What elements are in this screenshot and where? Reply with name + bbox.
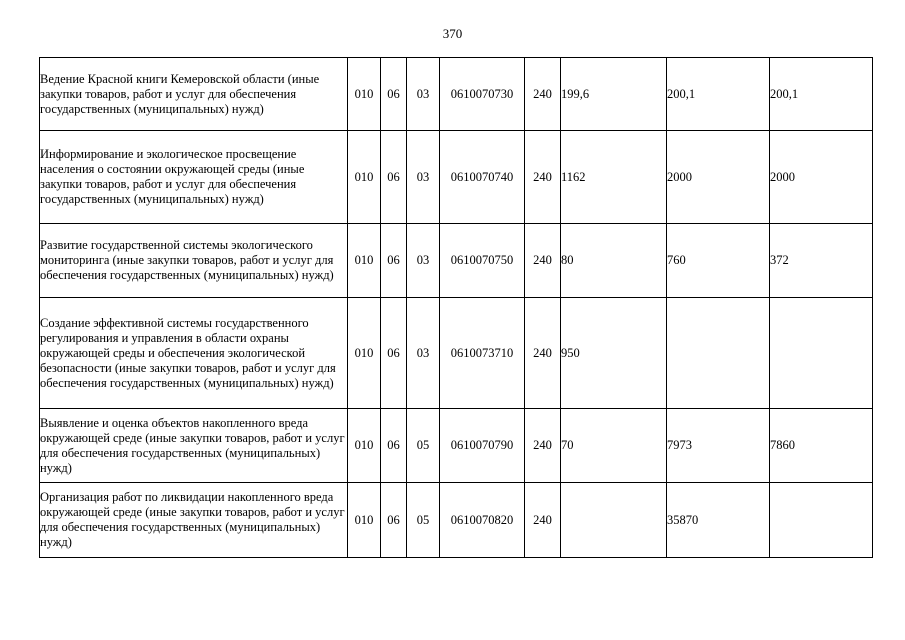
amount-year-3-cell: 200,1 (770, 58, 873, 131)
section-code-cell: 010 (348, 131, 381, 224)
amount-year-2-cell (667, 298, 770, 409)
amount-year-1-cell: 950 (561, 298, 667, 409)
target-article-cell: 0610070820 (440, 483, 525, 558)
amount-year-1-cell (561, 483, 667, 558)
table-row (40, 224, 873, 298)
amount-year-1-cell: 80 (561, 224, 667, 298)
section-code-cell: 010 (348, 298, 381, 409)
table-row (40, 298, 873, 409)
amount-year-1-cell: 70 (561, 409, 667, 483)
subsection-code-cell: 06 (381, 409, 407, 483)
table-row (40, 131, 873, 224)
expense-name-cell: Организация работ по ликвидации накопленного вреда окружающей среде (иные закупки товаров, работ и услуг для обеспечения государственных (муниципальных) нужд) (40, 483, 348, 558)
program-subcode-cell: 05 (407, 409, 440, 483)
amount-year-1-cell: 1162 (561, 131, 667, 224)
amount-year-2-cell: 2000 (667, 131, 770, 224)
amount-year-2-cell: 200,1 (667, 58, 770, 131)
section-code-cell: 010 (348, 483, 381, 558)
subsection-code-cell: 06 (381, 298, 407, 409)
program-subcode-cell: 03 (407, 224, 440, 298)
amount-year-2-cell: 35870 (667, 483, 770, 558)
budget-table (39, 57, 873, 558)
amount-year-3-cell: 7860 (770, 409, 873, 483)
subsection-code-cell: 06 (381, 131, 407, 224)
table-row (40, 483, 873, 558)
subsection-code-cell: 06 (381, 483, 407, 558)
expense-type-cell: 240 (525, 298, 561, 409)
expense-type-cell: 240 (525, 483, 561, 558)
target-article-cell: 0610070730 (440, 58, 525, 131)
expense-type-cell: 240 (525, 131, 561, 224)
program-subcode-cell: 05 (407, 483, 440, 558)
expense-name-cell: Развитие государственной системы экологического мониторинга (иные закупки товаров, работ и услуг для обеспечения государственных (муниципальных) нужд) (40, 224, 348, 298)
program-subcode-cell: 03 (407, 58, 440, 131)
expense-name-cell: Создание эффективной системы государственного регулирования и управления в области охраны окружающей среды и обеспечения экологической безопасности (иные закупки товаров, работ и услуг для обеспечения государственных (муниципальных) нужд) (40, 298, 348, 409)
table-row (40, 58, 873, 131)
expense-name-cell: Информирование и экологическое просвещение населения о состоянии окружающей среды (иные закупки товаров, работ и услуг для обеспечения государственных (муниципальных) нужд) (40, 131, 348, 224)
target-article-cell: 0610073710 (440, 298, 525, 409)
target-article-cell: 0610070750 (440, 224, 525, 298)
amount-year-2-cell: 7973 (667, 409, 770, 483)
expense-name-cell: Выявление и оценка объектов накопленного вреда окружающей среде (иные закупки товаров, работ и услуг для обеспечения государственных (муниципальных) нужд) (40, 409, 348, 483)
expense-name-cell: Ведение Красной книги Кемеровской области (иные закупки товаров, работ и услуг для обеспечения государственных (муниципальных) нужд) (40, 58, 348, 131)
amount-year-3-cell (770, 298, 873, 409)
section-code-cell: 010 (348, 409, 381, 483)
amount-year-1-cell: 199,6 (561, 58, 667, 131)
expense-type-cell: 240 (525, 58, 561, 131)
amount-year-2-cell: 760 (667, 224, 770, 298)
section-code-cell: 010 (348, 224, 381, 298)
amount-year-3-cell (770, 483, 873, 558)
target-article-cell: 0610070740 (440, 131, 525, 224)
table-row (40, 409, 873, 483)
amount-year-3-cell: 2000 (770, 131, 873, 224)
subsection-code-cell: 06 (381, 58, 407, 131)
program-subcode-cell: 03 (407, 298, 440, 409)
section-code-cell: 010 (348, 58, 381, 131)
amount-year-3-cell: 372 (770, 224, 873, 298)
target-article-cell: 0610070790 (440, 409, 525, 483)
page-number: 370 (442, 26, 463, 41)
expense-type-cell: 240 (525, 409, 561, 483)
subsection-code-cell: 06 (381, 224, 407, 298)
program-subcode-cell: 03 (407, 131, 440, 224)
expense-type-cell: 240 (525, 224, 561, 298)
